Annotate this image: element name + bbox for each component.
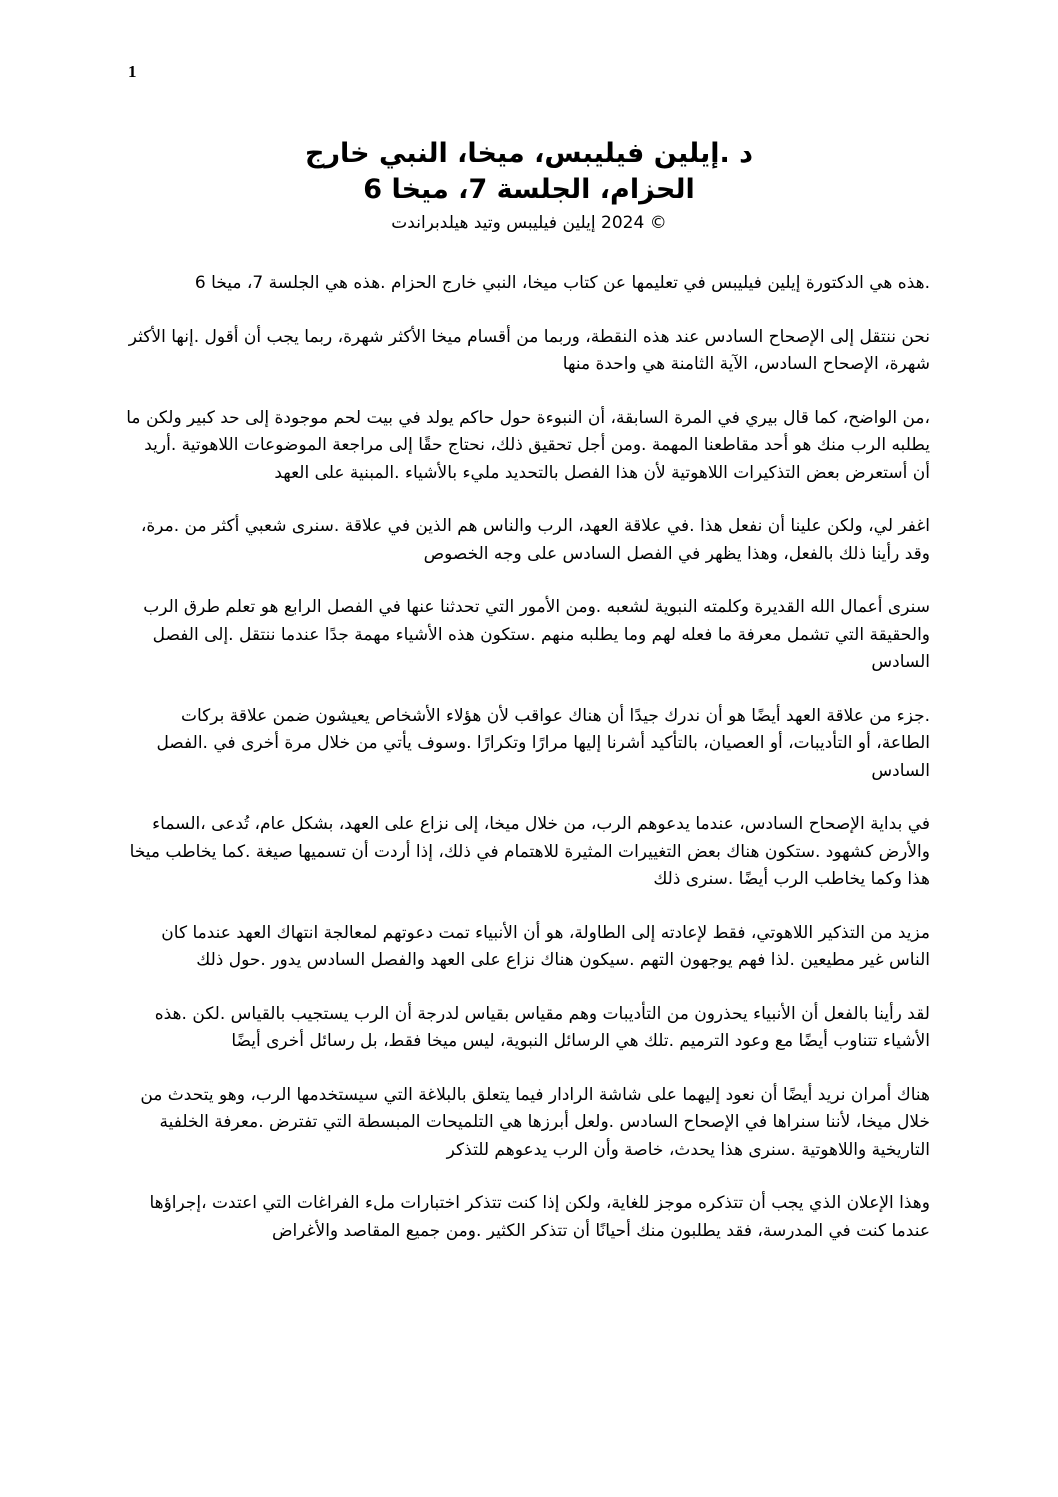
- body-text: [122, 270, 930, 1271]
- copyright-notice: © 2024 إيلين فيليبس وتيد هيلدبراندت: [391, 213, 667, 233]
- paragraph-2: نحن ننتقل إلى الإصحاح السادس عند هذه النقطة، وربما من أقسام ميخا الأكثر شهرة، ربما يجب أن أقول .إنها الأكثر شهرة، الإصحاح السادس، الآية الثامنة هي واحدة منها: [128, 326, 930, 374]
- paragraph-7: في بداية الإصحاح السادس، عندما يدعوهم الرب، من خلال ميخا، إلى نزاع على العهد، بشكل عام، تُدعى ،السماء والأرض كشهود .ستكون هناك بعض التغييرات المثيرة للاهتمام في ذلك، إذا أردت أن تسميها صيغة .كما يخاطب ميخا هذا وكما يخاطب الرب أيضًا .سنرى ذلك: [129, 814, 930, 889]
- document-title-line-2: الحزام، الجلسة 7، ميخا 6: [363, 174, 695, 205]
- paragraph-8: مزيد من التذكير اللاهوتي، فقط لإعادته إلى الطاولة، هو أن الأنبياء تمت دعوتهم لمعالجة انتهاك العهد عندما كان الناس غير مطيعين .لذا فهم يوجهون التهم .سيكون هناك نزاع على العهد والفصل السادس يدور .حول ذلك: [161, 922, 930, 970]
- page-number: 1: [128, 62, 137, 81]
- document-title-line-1: د .إيلين فيليبس، ميخا، النبي خارج: [305, 138, 753, 169]
- paragraph-4: اغفر لي، ولكن علينا أن نفعل هذا .في علاقة العهد، الرب والناس هم الذين في علاقة .سنرى شعبي أكثر من .مرة، وقد رأينا ذلك بالفعل، وهذا يظهر في الفصل السادس على وجه الخصوص: [140, 516, 930, 564]
- paragraph-6: .جزء من علاقة العهد أيضًا هو أن ندرك جيدًا أن هناك عواقب لأن هؤلاء الأشخاص يعيشون ضمن علاقة بركات الطاعة، أو التأديبات، أو العصيان، بالتأكيد أشرنا إليها مرارًا وتكرارًا .وسوف يأتي من خلال مرة أخرى في .الفصل السادس: [156, 705, 930, 781]
- paragraph-3: ،من الواضح، كما قال بيري في المرة السابقة، أن النبوءة حول حاكم يولد في بيت لحم موجودة إلى حد كبير ولكن ما يطلبه الرب منك هو أحد مقاطعنا المهمة .ومن أجل تحقيق ذلك، نحتاج حقًا إلى مراجعة الموضوعات اللاهوتية .أريد أن أستعرض بعض التذكيرات اللاهوتية لأن هذا الفصل بالتحديد مليء بالأشياء .المبنية على العهد: [126, 407, 930, 483]
- paragraph-10: هناك أمران نريد أيضًا أن نعود إليهما على شاشة الرادار فيما يتعلق بالبلاغة التي سيستخدمها الرب، وهو يتحدث من خلال ميخا، لأننا سنراها في الإصحاح السادس .ولعل أبرزها هي التلميحات المبسطة التي تفترض .معرفة الخلفية التاريخية واللاهوتية .سنرى هذا يحدث، خاصة وأن الرب يدعوهم للتذكر: [140, 1084, 930, 1160]
- paragraph-1: .هذه هي الدكتورة إيلين فيليبس في تعليمها عن كتاب ميخا، النبي خارج الحزام .هذه هي الجلسة 7، ميخا 6: [194, 273, 930, 293]
- paragraph-5: سنرى أعمال الله القديرة وكلمته النبوية لشعبه .ومن الأمور التي تحدثنا عنها في الفصل الرابع هو تعلم طرق الرب والحقيقة التي تشمل معرفة ما فعله لهم وما يطلبه منهم .ستكون هذه الأشياء مهمة جدًا عندما ننتقل .إلى الفصل السادس: [143, 597, 930, 672]
- title-block: [0, 136, 1058, 236]
- paragraph-11: وهذا الإعلان الذي يجب أن تتذكره موجز للغاية، ولكن إذا كنت تتذكر اختبارات ملء الفراغات التي اعتدت ،إجراؤها عندما كنت في المدرسة، فقد يطلبون منك أحيانًا أن تتذكر الكثير .ومن جميع المقاصد والأغراض: [149, 1193, 930, 1241]
- paragraph-9: لقد رأينا بالفعل أن الأنبياء يحذرون من التأديبات وهم مقياس بقياس لدرجة أن الرب يستجيب بالقياس .لكن .هذه الأشياء تتناوب أيضًا مع وعود الترميم .تلك هي الرسائل النبوية، ليس ميخا فقط، بل رسائل أخرى أيضًا: [154, 1003, 930, 1051]
